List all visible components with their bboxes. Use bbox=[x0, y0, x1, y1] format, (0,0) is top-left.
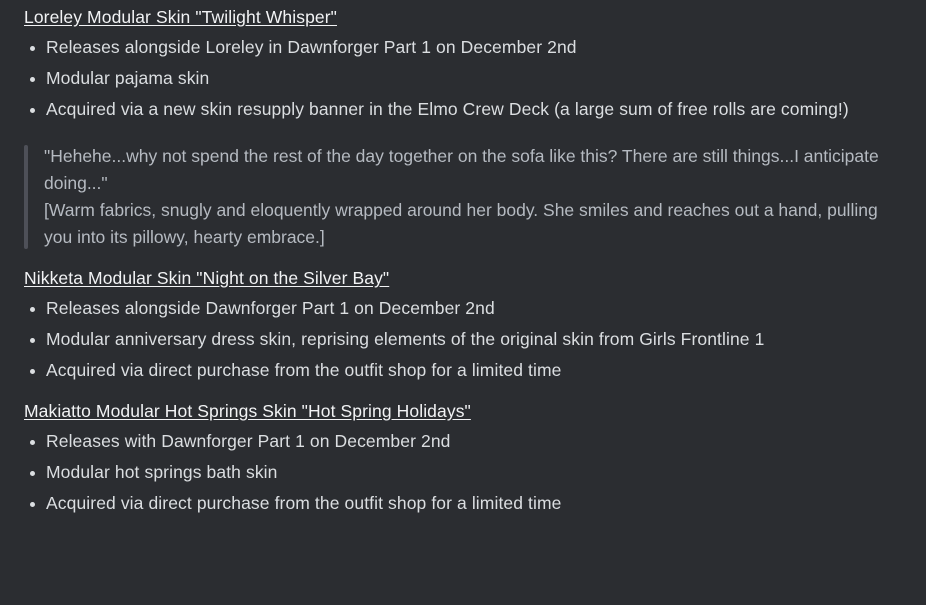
section-gap bbox=[24, 386, 912, 400]
blockquote-line: [Warm fabrics, snugly and eloquently wrapped around her body. She smiles and reaches out a hand, pulling you into its pillowy, hearty embrace.] bbox=[44, 200, 878, 247]
list-item: Releases alongside Loreley in Dawnforger Part 1 on December 2nd bbox=[24, 32, 912, 63]
section-heading: Loreley Modular Skin "Twilight Whisper" bbox=[24, 7, 337, 27]
list-item: Modular hot springs bath skin bbox=[24, 457, 912, 488]
section-makiatto-skin bbox=[24, 400, 912, 519]
list-item: Modular anniversary dress skin, reprising elements of the original skin from Girls Frontline 1 bbox=[24, 324, 912, 355]
section-nikketa-skin bbox=[24, 267, 912, 386]
list-item: Acquired via direct purchase from the outfit shop for a limited time bbox=[24, 488, 912, 519]
list-item: Modular pajama skin bbox=[24, 63, 912, 94]
list-item: Acquired via a new skin resupply banner in the Elmo Crew Deck (a large sum of free rolls are coming!) bbox=[24, 94, 912, 125]
section-loreley-skin bbox=[24, 6, 912, 251]
section-heading: Makiatto Modular Hot Springs Skin "Hot Spring Holidays" bbox=[24, 401, 471, 421]
section-heading: Nikketa Modular Skin "Night on the Silver Bay" bbox=[24, 268, 390, 288]
list-item: Releases alongside Dawnforger Part 1 on December 2nd bbox=[24, 293, 912, 324]
bullet-list bbox=[24, 293, 912, 386]
blockquote bbox=[24, 143, 912, 251]
bullet-list bbox=[24, 32, 912, 125]
blockquote-line: "Hehehe...why not spend the rest of the day together on the sofa like this? There are still things...I anticipate doing..." bbox=[44, 146, 879, 193]
bullet-list bbox=[24, 426, 912, 519]
list-item: Acquired via direct purchase from the outfit shop for a limited time bbox=[24, 355, 912, 386]
list-item: Releases with Dawnforger Part 1 on December 2nd bbox=[24, 426, 912, 457]
